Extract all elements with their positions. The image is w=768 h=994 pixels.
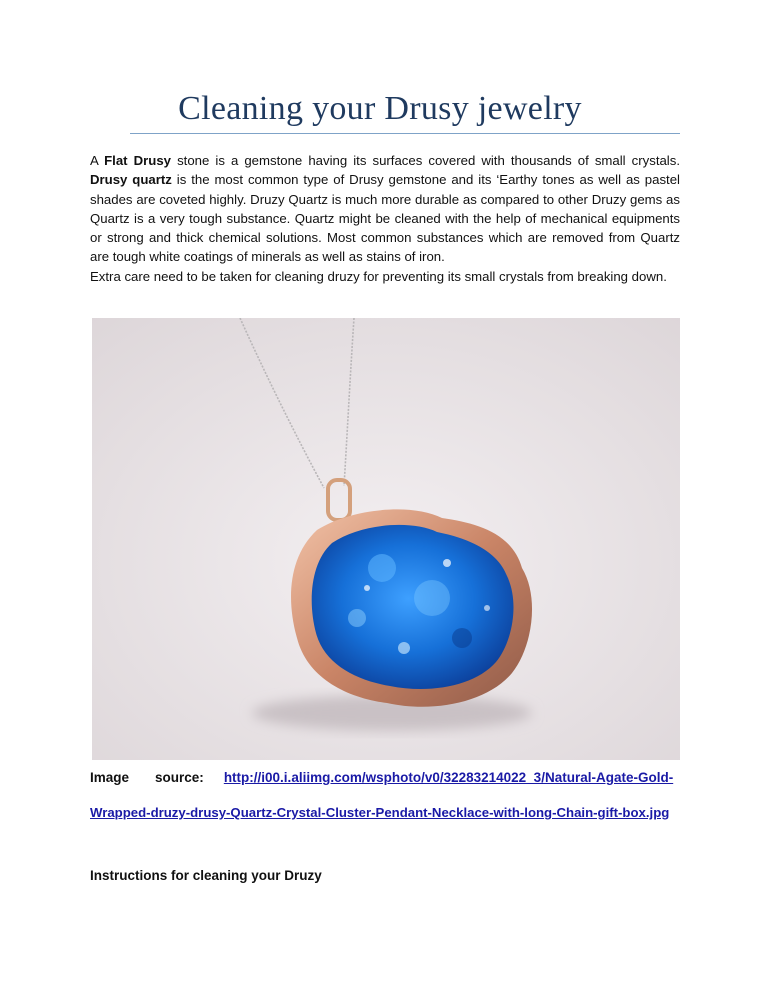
text-span: stone is a gemstone having its surfaces covered with thousands of small crystals. xyxy=(171,153,680,168)
label-word-image: Image xyxy=(90,770,130,785)
paragraph-intro xyxy=(90,151,680,267)
section-heading-instructions: Instructions for cleaning your Druzy xyxy=(90,868,322,883)
pendant-illustration xyxy=(92,318,680,760)
bold-term-flat-drusy: Flat Drusy xyxy=(104,153,172,168)
document-title: Cleaning your Drusy jewelry xyxy=(178,90,582,127)
title-underline-rule xyxy=(130,133,680,134)
paragraph-extra-care: Extra care need to be taken for cleaning druzy for preventing its small crystals from breaking down. xyxy=(90,268,667,284)
image-source-link-part2[interactable]: Wrapped-druzy-drusy-Quartz-Crystal-Cluster-Pendant-Necklace-with-long-Chain-gift-box.jpg xyxy=(90,805,670,820)
image-source-label xyxy=(90,770,204,785)
label-word-source: source: xyxy=(155,770,204,785)
image-source-link-part1[interactable]: http://i00.i.aliimg.com/wsphoto/v0/32283214022_3/Natural-Agate-Gold- xyxy=(223,770,674,785)
text-span: A xyxy=(90,153,105,168)
text-span: is the most common type of Drusy gemstone and its ‘Earthy tones as well as pastel shades are coveted highly. Druzy Quartz is much more durable as compared to other Druzy gems as Quartz is a very tough substance. Quartz might be cleaned with the help of mechanical equipments or strong and thick chemical solutions. Most common substances which are removed from Quartz are tough white coatings of minerals as well as stains of iron. xyxy=(90,172,680,265)
image-source-caption-line2 xyxy=(90,805,690,820)
body-text xyxy=(90,151,680,286)
druzy-pendant-photo xyxy=(92,318,680,760)
bold-term-drusy-quartz: Drusy quartz xyxy=(90,172,172,188)
image-source-caption xyxy=(90,770,680,785)
